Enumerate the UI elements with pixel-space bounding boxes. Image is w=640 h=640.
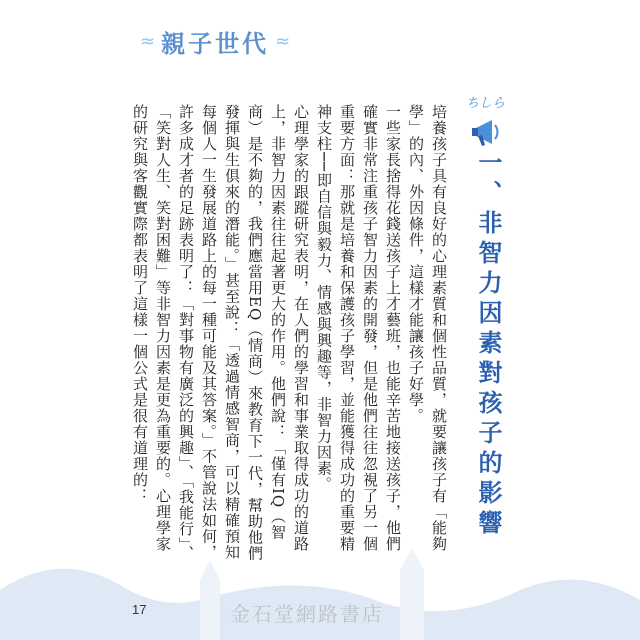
- watermark: 金石堂網路書店: [230, 602, 384, 626]
- paragraph-1: 培養孩子具有良好的心理素質和個性品質，就要讓孩子有「能夠學」的內、外因條件，這樣才能讓孩子好學。: [407, 104, 448, 552]
- brand-title: 親子世代: [161, 30, 270, 58]
- brand-header: [140, 24, 290, 59]
- paragraph-3: 心理學家的跟蹤研究表明，在人們的學習和事業取得成功的道路上，非智力因素往往起著更大的作用。他們說：「僅有IQ（智商）是不夠的，我們應當用EQ（情商）來教育下一代，幫助他們發揮與生俱來的潛能。」甚至說：「透過情感智商，可以精確預知每個人一生發展道路上的每一種可能及其答案。」不管說法如何，許多成才者的足跡表明了：「對事物有廣泛的興趣」、「我能行」、「笑對人生、笑對困難」等非智力因素是更為重要的。心理學家的研究與客觀實際都表明了這樣一個公式是很有道理的：: [131, 104, 310, 562]
- deco-doodle: ちしら: [466, 96, 506, 111]
- paragraph-2: 一些家長捨得花錢送孩子上才藝班，也能辛苦地接送孩子，他們確實非常注重孩子智力因素的開發，但是他們往往忽視了另一個重要方面：那就是培養和保護孩子學習，並能獲得成功的重要精神支柱──即自信與毅力、情感與興趣等，非智力因素。: [315, 104, 402, 552]
- section-heading: 一、非智力因素對孩子的影響: [474, 150, 502, 540]
- megaphone-icon: [470, 112, 506, 152]
- left-wing-icon: ≈: [140, 31, 156, 52]
- right-wing-icon: ≈: [275, 31, 291, 52]
- page-number: 17: [132, 602, 147, 617]
- body-text: [50, 104, 450, 564]
